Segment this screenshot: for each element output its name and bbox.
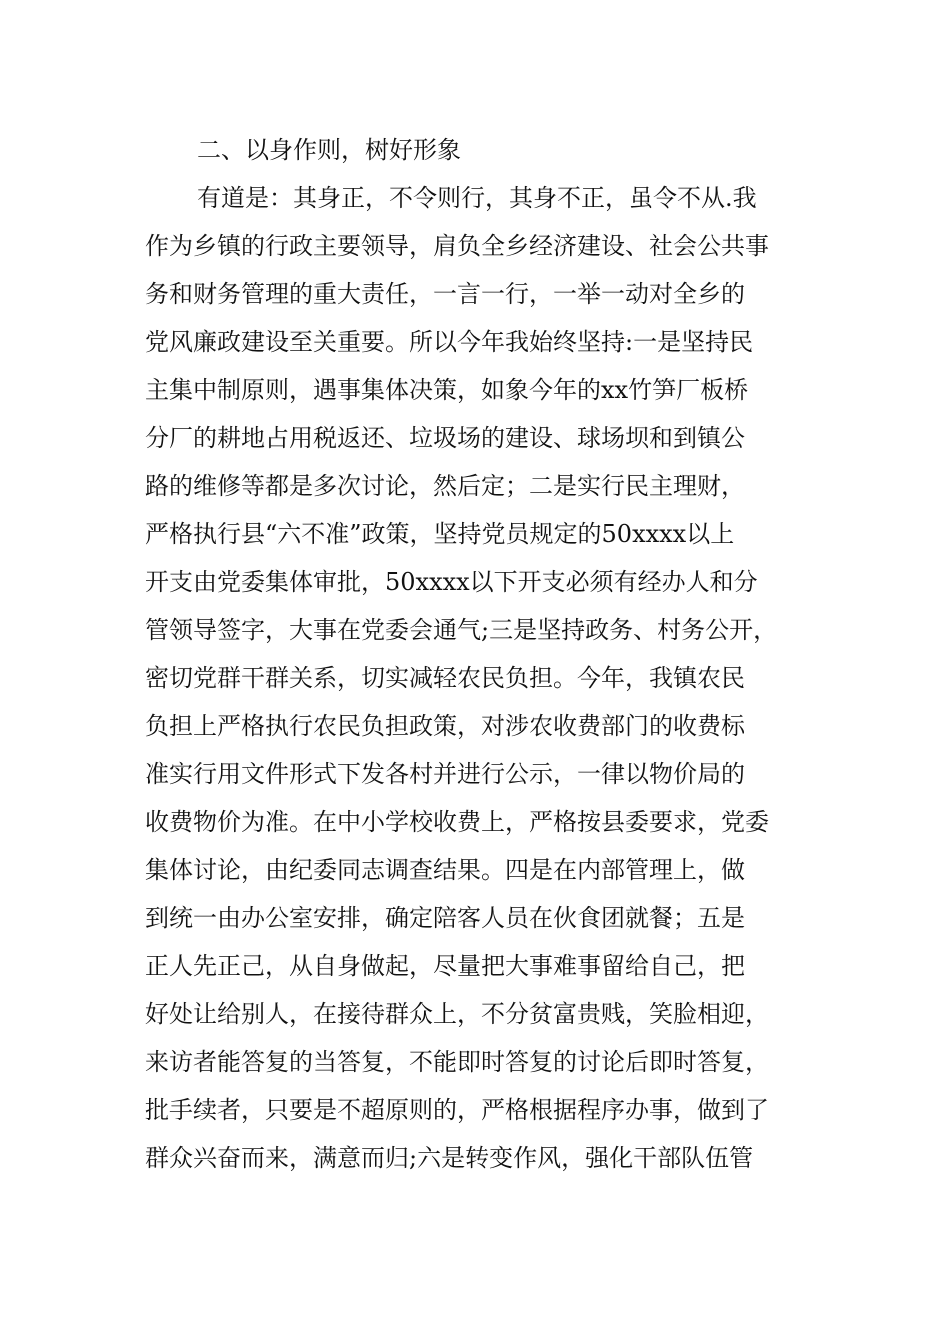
paragraph-line: 负担上严格执行农民负担政策，对涉农收费部门的收费标: [145, 712, 745, 740]
paragraph-line: 群众兴奋而来，满意而归;六是转变作风，强化干部队伍管: [145, 1144, 754, 1172]
paragraph-line: 集体讨论，由纪委同志调查结果。四是在内部管理上，做: [145, 856, 745, 884]
paragraph-line: 密切党群干群关系，切实减轻农民负担。今年，我镇农民: [145, 664, 745, 692]
paragraph-line: 作为乡镇的行政主要领导，肩负全乡经济建设、社会公共事: [145, 232, 769, 260]
paragraph-line: 严格执行县“六不准”政策，坚持党员规定的50xxxx以上: [145, 520, 735, 548]
paragraph-line: 批手续者，只要是不超原则的，严格根据程序办事，做到了: [145, 1096, 769, 1124]
paragraph-line: 好处让给别人，在接待群众上，不分贫富贵贱，笑脸相迎，: [145, 1000, 769, 1028]
paragraph-line: 有道是：其身正，不令则行，其身不正，虽令不从.我: [197, 184, 757, 212]
paragraph-line: 务和财务管理的重大责任，一言一行，一举一动对全乡的: [145, 280, 745, 308]
paragraph-line: 管领导签字，大事在党委会通气;三是坚持政务、村务公开，: [145, 616, 778, 644]
paragraph-line: 分厂的耕地占用税返还、垃圾场的建设、球场坝和到镇公: [145, 424, 745, 452]
paragraph-line: 主集中制原则，遇事集体决策，如象今年的xx竹笋厂板桥: [145, 376, 749, 404]
paragraph-line: 正人先正己，从自身做起，尽量把大事难事留给自己，把: [145, 952, 745, 980]
paragraph-line: 收费物价为准。在中小学校收费上，严格按县委要求，党委: [145, 808, 769, 836]
paragraph-line: 来访者能答复的当答复，不能即时答复的讨论后即时答复，: [145, 1048, 769, 1076]
paragraph-line: 开支由党委集体审批，50xxxx以下开支必须有经办人和分: [145, 568, 758, 596]
section-heading: 二、以身作则，树好形象: [197, 136, 461, 164]
document-body: [145, 126, 825, 1182]
paragraph-line: 准实行用文件形式下发各村并进行公示，一律以物价局的: [145, 760, 745, 788]
paragraph-line: 路的维修等都是多次讨论，然后定；二是实行民主理财，: [145, 472, 745, 500]
paragraph-line: 到统一由办公室安排，确定陪客人员在伙食团就餐；五是: [145, 904, 745, 932]
paragraph-line: 党风廉政建设至关重要。所以今年我始终坚持:一是坚持民: [145, 328, 754, 356]
